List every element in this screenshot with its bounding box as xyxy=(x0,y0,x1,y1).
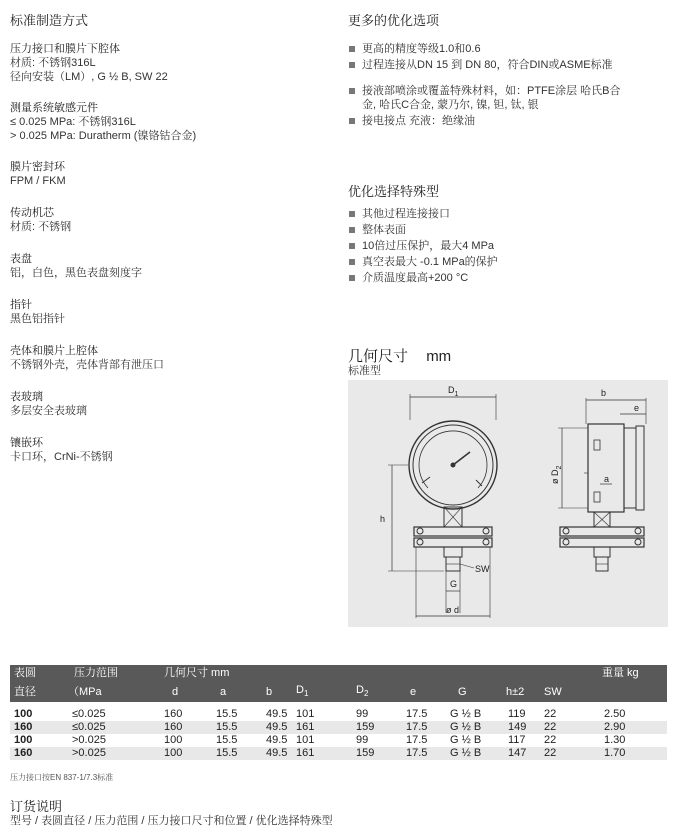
cell-a: 15.5 xyxy=(216,734,238,747)
th-size-2: 直径 xyxy=(10,682,62,702)
cell-sw: 22 xyxy=(544,708,557,721)
dimensions-subtitle: 标准型 xyxy=(348,365,381,377)
spec-heading: 膜片密封环 xyxy=(10,161,65,173)
spec-line: 铝，白色，黑色表盘刻度字 xyxy=(10,267,142,279)
th-e: e xyxy=(400,682,446,702)
special-title: 优化选择特殊型 xyxy=(348,184,440,199)
cell-d2: 159 xyxy=(348,721,400,734)
special-list xyxy=(348,207,668,287)
cell-e: 17.5 xyxy=(406,734,428,747)
options-item: 更高的精度等级1.0和0.6 xyxy=(348,42,668,56)
spec-line: 多层安全表玻璃 xyxy=(10,405,87,417)
cell-h: 119 xyxy=(508,708,526,721)
spec-line: 径向安装（LM）, G ½ B, SW 22 xyxy=(10,71,168,83)
cell-weight: 1.30 xyxy=(604,734,626,747)
spec-heading: 表玻璃 xyxy=(10,391,43,403)
dimensions-title: 几何尺寸 xyxy=(348,348,409,365)
th-unit: （MPa xyxy=(62,682,164,702)
th-b: b xyxy=(266,682,296,702)
table-header-row xyxy=(10,665,667,682)
label-g: G xyxy=(450,579,458,589)
dimension-table xyxy=(10,665,667,760)
spec-section xyxy=(10,390,330,418)
options-item: 过程连接从DN 15 到 DN 80，符合DIN或ASME标准 xyxy=(348,58,668,72)
th-size: 表圆 xyxy=(10,665,62,682)
spec-line: 不锈钢外壳，壳体背部有泄压口 xyxy=(10,359,164,371)
spec-heading: 壳体和膜片上腔体 xyxy=(10,345,98,357)
spec-heading: 表盘 xyxy=(10,253,32,265)
table-row xyxy=(10,708,667,721)
cell-d2: 99 xyxy=(356,708,369,721)
spec-section xyxy=(10,436,330,464)
cell-size: 160 xyxy=(10,721,62,734)
cell-g: G ½ B xyxy=(450,734,482,747)
spec-list xyxy=(10,42,330,464)
cell-d: 160 xyxy=(164,708,183,721)
cell-b: 49.5 xyxy=(266,721,296,734)
cell-b: 49.5 xyxy=(266,708,288,721)
label-sw: SW xyxy=(475,564,490,574)
special-item: 真空表最大 -0.1 MPa的保护 xyxy=(348,255,668,269)
cell-d: 160 xyxy=(164,721,216,734)
options-item: 接液部喷涂或覆盖特殊材料，如：PTFE涂层 哈氏B合金, 哈氏C合金, 蒙乃尔, 镍, 钽, 钛, 银 xyxy=(348,84,632,112)
table-row xyxy=(10,721,667,734)
label-d2: ø $D_2$ xyxy=(550,465,563,484)
special-item: 10倍过压保护，最大4 MPa xyxy=(348,239,668,253)
options-item: 接电接点 充液：绝缘油 xyxy=(348,114,668,128)
cell-e: 17.5 xyxy=(400,747,446,760)
th-range: 压力范围 xyxy=(62,665,164,682)
label-d: ø d xyxy=(446,605,460,615)
spec-line: 材质: 不锈钢 xyxy=(10,221,72,233)
cell-d: 100 xyxy=(164,734,183,747)
cell-weight: 2.90 xyxy=(580,721,667,734)
th-g: G xyxy=(446,682,498,702)
cell-sw: 22 xyxy=(544,747,580,760)
cell-sw: 22 xyxy=(544,734,557,747)
cell-a: 15.5 xyxy=(216,708,238,721)
dimension-drawing xyxy=(348,380,668,627)
label-h: h xyxy=(380,514,386,524)
dimensions-unit: mm xyxy=(426,348,452,365)
th-d: d xyxy=(164,682,216,702)
table-subheader-row xyxy=(10,682,667,702)
dimensions-title-row xyxy=(348,345,451,366)
spec-section xyxy=(10,160,330,188)
cell-range: >0.025 xyxy=(72,734,106,747)
cell-d: 100 xyxy=(164,747,216,760)
th-h: h±2 xyxy=(498,682,544,702)
th-sw: SW xyxy=(544,682,580,702)
cell-d1: 161 xyxy=(296,747,348,760)
cell-e: 17.5 xyxy=(400,721,446,734)
spec-section xyxy=(10,252,330,280)
special-item: 介质温度最高+200 °C xyxy=(348,271,668,285)
cell-d1: 101 xyxy=(296,734,315,747)
spec-heading: 压力接口和膜片下腔体 xyxy=(10,43,120,55)
cell-b: 49.5 xyxy=(266,747,296,760)
cell-a: 15.5 xyxy=(216,747,266,760)
spec-heading: 传动机芯 xyxy=(10,207,54,219)
th-d2: $D_2$ xyxy=(348,682,400,702)
spec-section xyxy=(10,344,330,372)
th-weight: 重量 kg xyxy=(580,665,667,682)
label-d1: $D_1$ xyxy=(448,385,459,398)
spec-section xyxy=(10,298,330,326)
th-dims: 几何尺寸 mm xyxy=(164,665,296,682)
cell-size: 100 xyxy=(14,734,33,747)
cell-g: G ½ B xyxy=(446,747,498,760)
cell-g: G ½ B xyxy=(450,708,482,721)
cell-range: >0.025 xyxy=(62,747,164,760)
cell-d1: 101 xyxy=(296,708,315,721)
options-title: 更多的优化选项 xyxy=(348,13,440,28)
spec-line: 材质: 不锈钢316L xyxy=(10,57,96,69)
spec-line: FPM / FKM xyxy=(10,175,66,187)
cell-range: ≤0.025 xyxy=(72,708,106,721)
spec-heading: 指针 xyxy=(10,299,32,311)
spec-line: > 0.025 MPa: Duratherm (镍铬钴合金) xyxy=(10,130,197,142)
label-b: b xyxy=(601,388,607,398)
table-footnote: 压力接口按EN 837-1/7.3标准 xyxy=(10,773,114,782)
spec-heading: 测量系统敏感元件 xyxy=(10,102,98,114)
cell-d2: 159 xyxy=(348,747,400,760)
spec-heading: 镶嵌环 xyxy=(10,437,43,449)
spec-section xyxy=(10,206,330,234)
cell-d1: 161 xyxy=(296,721,348,734)
cell-sw: 22 xyxy=(544,721,580,734)
order-text: 型号 / 表圆直径 / 压力范围 / 压力接口尺寸和位置 / 优化选择特殊型 xyxy=(10,815,333,827)
special-item: 其他过程连接接口 xyxy=(348,207,668,221)
spec-section xyxy=(10,101,330,143)
label-e: e xyxy=(634,403,640,413)
cell-d2: 99 xyxy=(356,734,369,747)
spec-section xyxy=(10,42,330,84)
cell-range: ≤0.025 xyxy=(62,721,164,734)
cell-h: 117 xyxy=(508,734,526,747)
th-d1: $D_1$ xyxy=(296,682,348,702)
special-item: 整体表面 xyxy=(348,223,668,237)
table-row xyxy=(10,734,667,747)
cell-weight: 2.50 xyxy=(604,708,626,721)
spec-line: 黑色铝指针 xyxy=(10,313,65,325)
cell-h: 149 xyxy=(498,721,544,734)
options-list xyxy=(348,42,668,130)
cell-a: 15.5 xyxy=(216,721,266,734)
spec-line: ≤ 0.025 MPa: 不锈钢316L xyxy=(10,116,136,128)
th-a: a xyxy=(216,682,266,702)
spec-line: 卡口环，CrNi-不锈钢 xyxy=(10,451,113,463)
cell-size: 160 xyxy=(10,747,62,760)
label-a: a xyxy=(604,474,610,484)
cell-b: 49.5 xyxy=(266,734,288,747)
order-title: 订货说明 xyxy=(10,799,63,814)
cell-h: 147 xyxy=(498,747,544,760)
cell-weight: 1.70 xyxy=(580,747,667,760)
cell-e: 17.5 xyxy=(406,708,428,721)
gauge-drawing-svg xyxy=(348,380,668,627)
cell-g: G ½ B xyxy=(446,721,498,734)
table-row xyxy=(10,747,667,760)
cell-size: 100 xyxy=(14,708,33,721)
left-title: 标准制造方式 xyxy=(10,13,89,28)
